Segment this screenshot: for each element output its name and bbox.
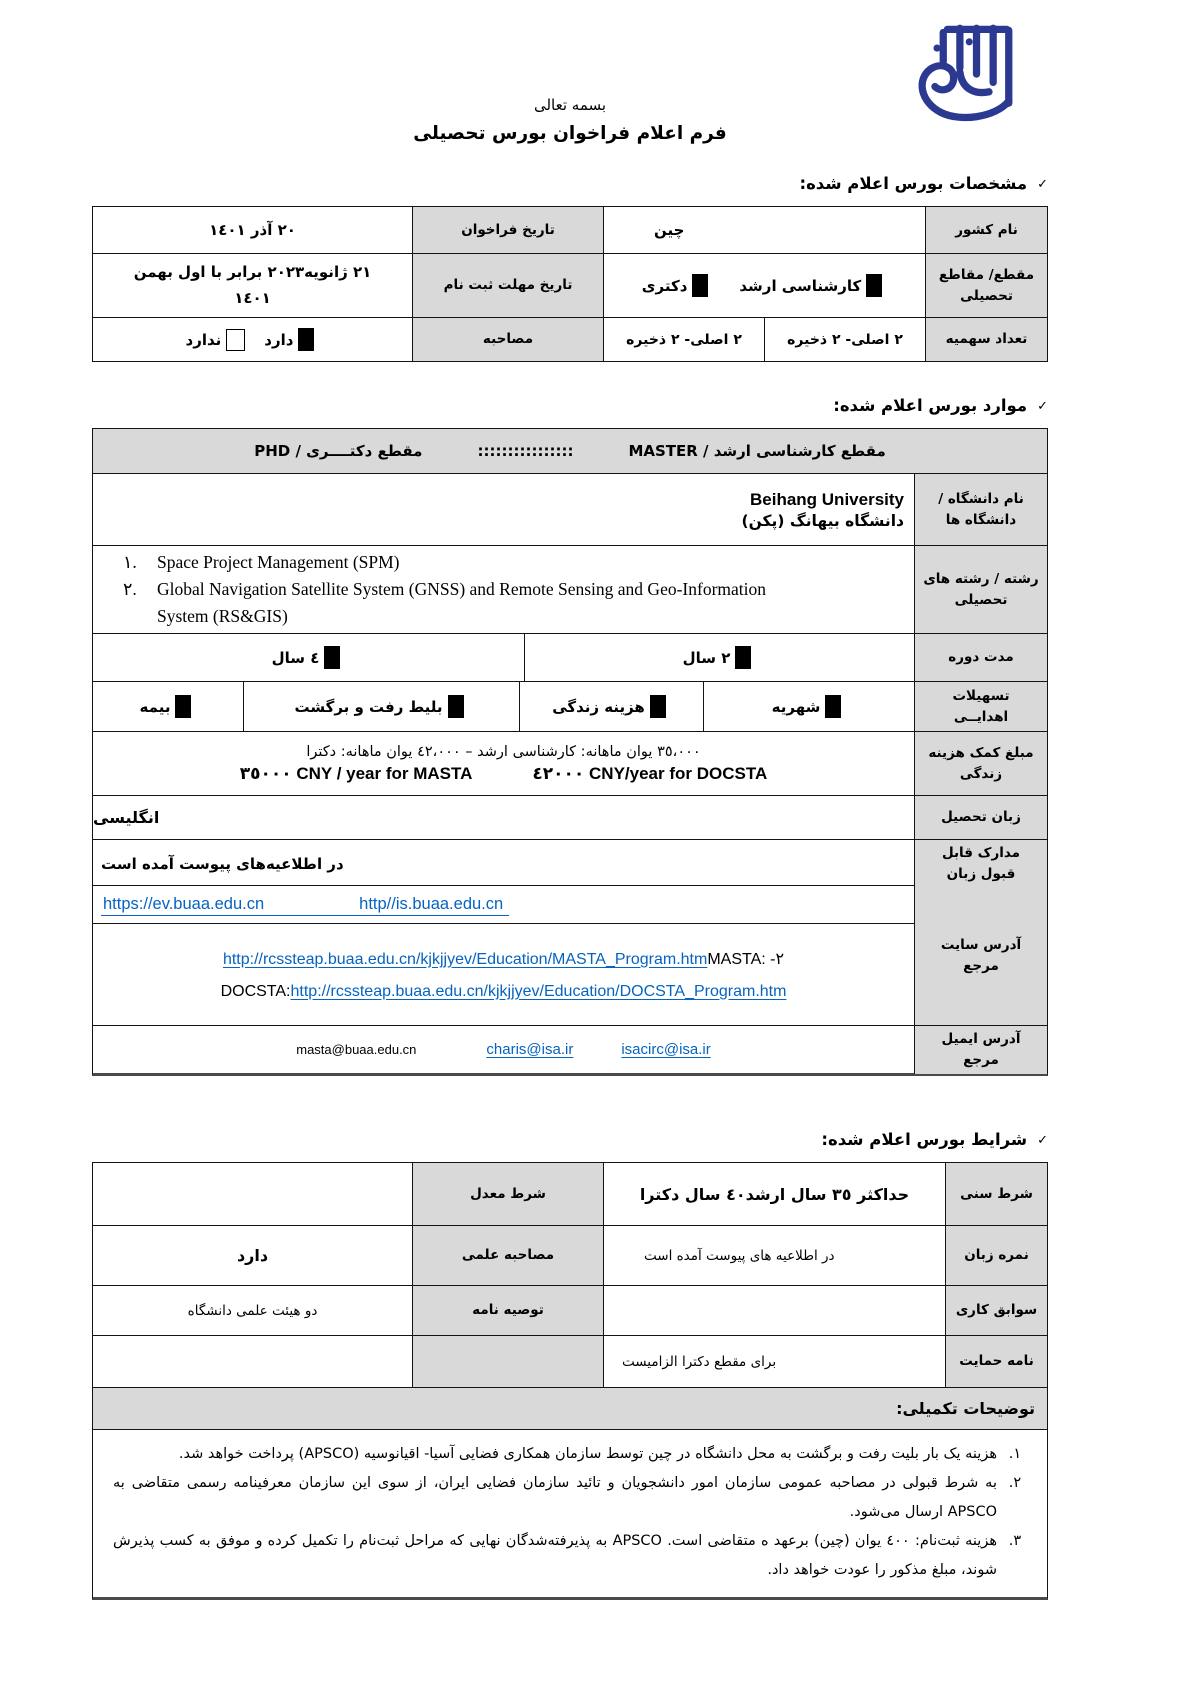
header-master-label: مقطع کارشناسی ارشد / MASTER [628,442,886,460]
interview-no-label: ندارد [185,330,222,349]
insurance-checkbox[interactable] [175,695,191,718]
language-score-value: در اطلاعیه های پیوست آمده است [603,1226,945,1285]
duration-row [93,633,1047,681]
masters-option-label: کارشناسی ارشد [739,276,862,295]
checkmark-icon: ✓ [1037,1133,1048,1148]
language-label: زبان تحصیل [914,796,1047,839]
tuition-label: شهریه [771,697,821,716]
header-dots: :::::::::::::::: [477,442,574,460]
student-affairs-organization-logo [904,20,1022,128]
note-number: ٣. [1008,1533,1022,1549]
masta-line [93,949,914,969]
websites-line2-3 [93,924,914,1025]
fields-label: رشته / رشته های تحصیلی [914,546,1047,633]
tuition-checkbox[interactable] [825,695,841,718]
stipend-value [93,732,914,795]
masta-program-link[interactable]: http://rcssteap.buaa.edu.cn/kjkjjyev/Education/MASTA_Program.htm [222,950,708,968]
bismillah-text: بسمه تعالی [533,96,607,114]
sci-interview-label: مصاحبه علمی [412,1226,603,1285]
quota-label: تعداد سهمیه [925,318,1047,361]
underlined-links [101,893,509,916]
form-title: فرم اعلام فراخوان بورس تحصیلی [413,123,727,144]
language-value: انگلیسی [93,808,160,827]
duration-phd-checkbox[interactable] [324,646,340,669]
docsta-line [93,983,914,1001]
university-name-fa: دانشگاه بیهانگ (پکن) [741,511,904,530]
phd-option-label: دکتری [641,276,688,295]
support-letter-row [93,1335,1047,1387]
duration-phd-label: ٤ سال [271,648,320,667]
duration-master-label: ٢ سال [682,648,731,667]
support-letter-label: نامه حمایت [945,1336,1047,1387]
fields-value [93,546,914,633]
recommendation-label: توصیه نامه [412,1286,603,1335]
section-heading-items-label: موارد بورس اعلام شده: [833,396,1028,415]
masters-checkbox[interactable] [866,274,882,297]
empty-cell [93,1336,412,1387]
specs-row-quota [93,317,1047,361]
university-label: نام دانشگاه / دانشگاه ها [914,474,1047,545]
call-date-label: تاریخ فراخوان [412,207,603,253]
phd-checkbox[interactable] [692,274,708,297]
duration-master-checkbox[interactable] [735,646,751,669]
specs-table [92,206,1048,362]
living-checkbox[interactable] [650,695,666,718]
living-label: هزینه زندگی [552,697,645,716]
isacirc-email-link[interactable]: isacirc@isa.ir [621,1041,711,1059]
ticket-label: بلیط رفت و برگشت [294,697,443,716]
interview-no-checkbox[interactable] [226,329,245,351]
websites-label: آدرس سایت مرجع [914,886,1047,1025]
work-history-label: سوابق کاری [945,1286,1047,1335]
benefits-label: تسهیلات اهدایــی [914,682,1047,731]
country-label: نام کشور [925,207,1047,253]
masta-name: MASTA: [707,950,771,968]
university-name-en: Beihang University [750,489,904,509]
benefit-ticket [243,682,519,731]
duration-phd [93,634,524,681]
duration-master [524,634,914,681]
language-score-row [93,1225,1047,1285]
note-text: هزینه ثبت‌نام: ٤٠٠ یوان (چین) برعهد ه متقاضی است. APSCO به پذیرفته‌شدگان نهایی که مراحل ثبت‌نام را تکمیل کرده و موفق به کسب پذیرش شوند، مبلغ مذکور را عودت خواهد داد. [113,1533,997,1578]
benefit-living [519,682,703,731]
website-link-is[interactable]: http//is.buaa.edu.cn [359,895,504,913]
interview-yes-label: دارد [264,330,294,349]
docs-label: مدارک قابل قبول زبان [914,840,1047,888]
note-item [113,1440,1033,1469]
notes-header-row [93,1387,1047,1429]
benefit-insurance [93,682,243,731]
interview-yes-checkbox[interactable] [298,328,314,351]
sci-interview-value: دارد [236,1246,269,1265]
section-heading-specs [92,174,1048,193]
emails-row [93,1025,1047,1073]
age-label: شرط سنی [945,1163,1047,1225]
country-value: چین [603,207,925,253]
websites-row [93,885,1047,1025]
emails-label: آدرس ایمیل مرجع [914,1026,1047,1074]
note-text: هزینه یک بار بلیت رفت و برگشت به محل دانشگاه در چین توسط سازمان همکاری فضایی آسیا- اقیانوسیه (APSCO) پرداخت خواهد شد. [178,1446,997,1462]
specs-row-degrees [93,253,1047,317]
duration-label: مدت دوره [914,634,1047,681]
charis-email-link[interactable]: charis@isa.ir [486,1041,574,1059]
section-heading-conditions [92,1130,1048,1149]
note-number: ١. [1008,1446,1022,1462]
university-value [93,474,914,545]
language-score-label: نمره زبان [945,1226,1047,1285]
note-number: ٢. [1008,1475,1022,1491]
age-value: حداکثر ٣٥ سال ارشد٤٠ سال دکترا [603,1163,945,1225]
stipend-label: مبلغ کمک هزینه زندگی [914,732,1047,795]
websites-value [93,886,914,1025]
docs-value: در اطلاعیه‌های پیوست آمده است [101,854,344,873]
items-table [92,428,1048,1076]
logo-emblem-icon [904,20,1022,124]
ticket-checkbox[interactable] [448,695,464,718]
notes-heading: توضیحات تکمیلی: [93,1388,1047,1429]
checkmark-icon: ✓ [1037,177,1048,192]
deadline-value: ٢١ ژانویه٢٠٢٣ برابر با اول بهمن ١٤٠١ [133,263,372,307]
field-item [123,576,783,630]
stipend-phd-en: ٤٢٠٠٠ CNY/year for DOCSTA [532,763,768,783]
degrees-label: مقطع/ مقاطع تحصیلی [925,254,1047,317]
work-history-row [93,1285,1047,1335]
specs-row-country [93,207,1047,253]
degrees-value [603,254,925,317]
notes-list [93,1430,1047,1597]
fields-row [93,545,1047,633]
gpa-label: شرط معدل [412,1163,603,1225]
note-item [113,1469,1033,1527]
age-row [93,1163,1047,1225]
masta-number: ٢- [770,950,785,968]
conditions-table [92,1162,1048,1600]
insurance-label: بیمه [139,697,171,716]
notes-row [93,1429,1047,1597]
empty-gray-cell [412,1336,603,1387]
university-row [93,473,1047,545]
call-date-value: ٢٠ آذر ١٤٠١ [209,221,296,239]
support-letter-value: برای مقطع دکترا الزامیست [603,1336,945,1387]
items-header-row [93,429,1047,473]
gpa-value [93,1163,412,1225]
websites-line1 [93,886,914,924]
docsta-name: DOCSTA: [220,982,291,1000]
stipend-line-en [240,764,767,784]
stipend-master-en: ٣٥٠٠٠ CNY / year for MASTA [239,763,473,783]
docs-row [93,839,1047,885]
interview-label: مصاحبه [412,318,603,361]
field-item-number: ١. [123,552,137,572]
stipend-line-fa: ٣٥،٠٠٠ یوان ماهانه: کارشناسی ارشد – ٤٢،٠٠٠ یوان ماهانه: دکترا [306,743,701,760]
section-heading-specs-label: مشخصات بورس اعلام شده: [799,174,1028,193]
quota-master-value: ٢ اصلی- ٢ ذخیره [764,318,925,361]
benefit-tuition [703,682,914,731]
stipend-row [93,731,1047,795]
interview-value [93,318,412,361]
section-heading-items [92,396,1048,415]
benefits-row [93,681,1047,731]
field-item-number: ٢. [123,579,137,600]
emails-value [93,1026,914,1074]
docsta-program-link[interactable]: http://rcssteap.buaa.edu.cn/kjkjjyev/Education/DOCSTA_Program.htm [290,982,787,1000]
section-heading-conditions-label: شرایط بورس اعلام شده: [821,1130,1028,1149]
checkmark-icon: ✓ [1037,399,1048,414]
deadline-label: تاریخ مهلت ثبت نام [412,254,603,317]
header-phd-label: مقطع دکتــــری / PHD [254,442,423,460]
fields-list [123,549,783,630]
recommendation-value: دو هیئت علمی دانشگاه [187,1302,318,1319]
quota-phd-value: ٢ اصلی- ٢ ذخیره [603,318,764,361]
work-history-value [603,1286,945,1335]
field-item-text: Global Navigation Satellite System (GNSS) and Remote Sensing and Geo-Information System (RS&GIS) [157,579,766,627]
language-row [93,795,1047,839]
note-text: به شرط قبولی در مصاحبه عمومی سازمان امور دانشجویان و تائید سازمان فضایی ایران، از سوی این سازمان معرفینامه رسمی متقاضی به APSCO ارسال می‌شود. [113,1475,997,1520]
website-link-ev[interactable]: https://ev.buaa.edu.cn [103,895,265,913]
masta-email: masta@buaa.edu.cn [296,1042,417,1058]
note-item [113,1527,1033,1585]
field-item-text: Space Project Management (SPM) [157,552,400,572]
field-item [123,549,783,576]
